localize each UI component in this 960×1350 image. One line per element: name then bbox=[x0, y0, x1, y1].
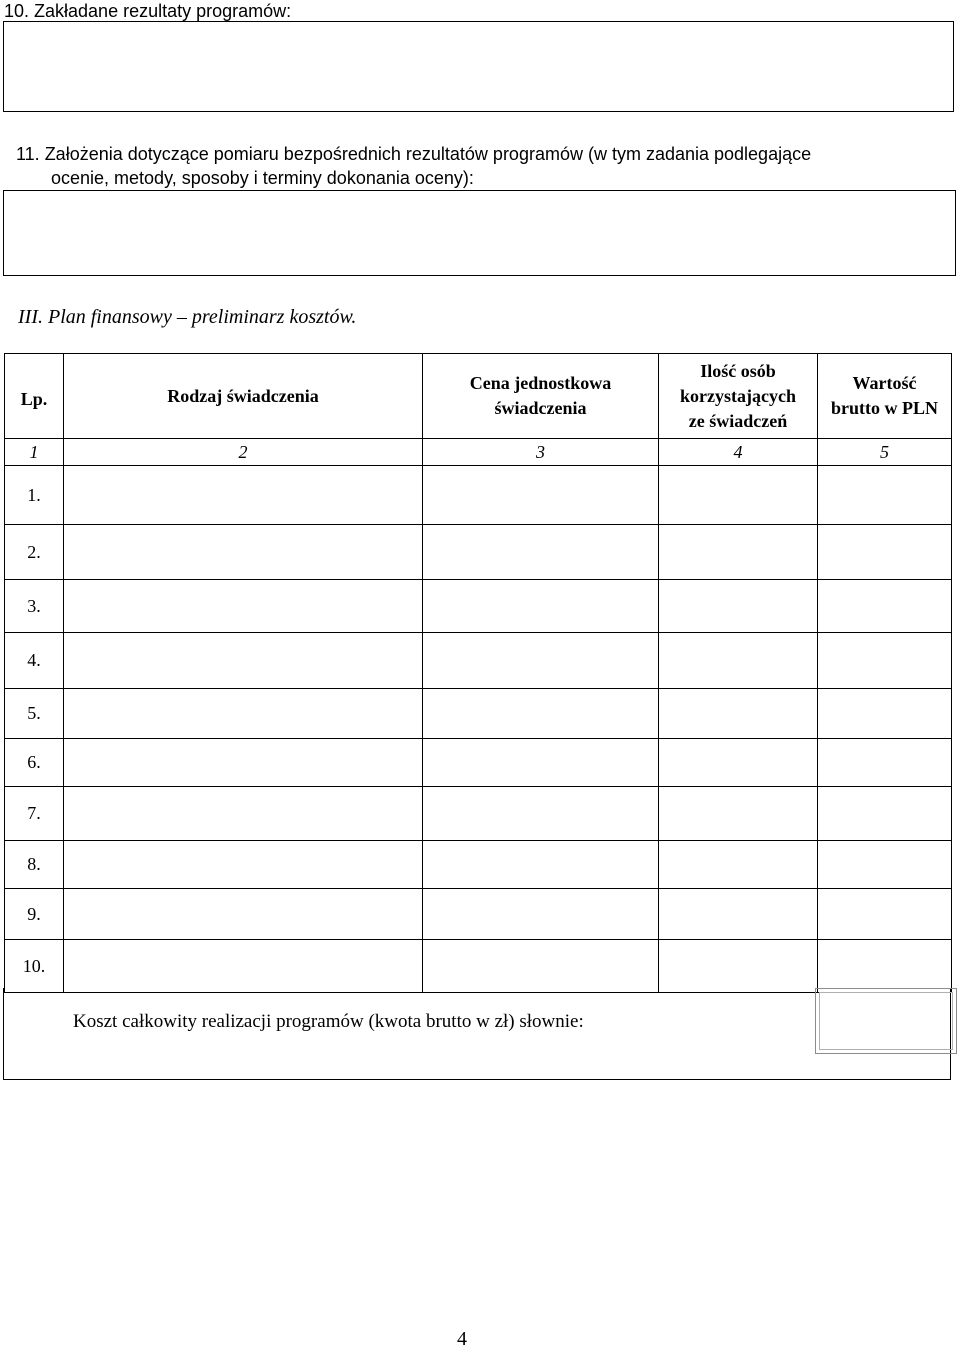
cell-wartosc[interactable] bbox=[818, 466, 952, 525]
row-number: 3. bbox=[5, 580, 64, 633]
row-number: 10. bbox=[5, 940, 64, 993]
cell-wartosc[interactable] bbox=[818, 787, 952, 841]
table-row bbox=[5, 466, 952, 525]
cell-wartosc[interactable] bbox=[818, 841, 952, 889]
cell-ilosc[interactable] bbox=[659, 889, 818, 940]
cell-wartosc[interactable] bbox=[818, 633, 952, 689]
cell-cena[interactable] bbox=[423, 689, 659, 739]
financial-plan-table bbox=[4, 353, 952, 993]
header-ilosc-line2: korzystających bbox=[680, 385, 796, 406]
cell-ilosc[interactable] bbox=[659, 940, 818, 993]
section-iii-heading: III. Plan finansowy – preliminarz kosztów. bbox=[18, 306, 357, 328]
table-row bbox=[5, 739, 952, 787]
cell-ilosc[interactable] bbox=[659, 525, 818, 580]
cell-ilosc[interactable] bbox=[659, 580, 818, 633]
section-11-heading-line1: 11. Założenia dotyczące pomiaru bezpośrednich rezultatów programów (w tym zadania podlegające bbox=[16, 144, 812, 164]
table-row bbox=[5, 633, 952, 689]
table-row bbox=[5, 841, 952, 889]
column-number: 2 bbox=[64, 439, 423, 466]
cell-rodzaj[interactable] bbox=[64, 940, 423, 993]
cell-rodzaj[interactable] bbox=[64, 739, 423, 787]
cell-rodzaj[interactable] bbox=[64, 841, 423, 889]
cell-ilosc[interactable] bbox=[659, 466, 818, 525]
row-number: 6. bbox=[5, 739, 64, 787]
row-number: 4. bbox=[5, 633, 64, 689]
column-number-row bbox=[5, 439, 952, 466]
cell-ilosc[interactable] bbox=[659, 633, 818, 689]
cell-wartosc[interactable] bbox=[818, 940, 952, 993]
cell-cena[interactable] bbox=[423, 787, 659, 841]
cell-wartosc[interactable] bbox=[818, 580, 952, 633]
row-number: 7. bbox=[5, 787, 64, 841]
cell-cena[interactable] bbox=[423, 525, 659, 580]
cell-rodzaj[interactable] bbox=[64, 633, 423, 689]
header-ilosc-line3: ze świadczeń bbox=[688, 410, 788, 431]
cell-wartosc[interactable] bbox=[818, 525, 952, 580]
column-number: 5 bbox=[818, 439, 952, 466]
cell-rodzaj[interactable] bbox=[64, 787, 423, 841]
row-number: 5. bbox=[5, 689, 64, 739]
total-cost-field[interactable] bbox=[815, 988, 957, 1054]
cell-wartosc[interactable] bbox=[818, 689, 952, 739]
section-11-heading bbox=[16, 142, 946, 190]
cell-wartosc[interactable] bbox=[818, 739, 952, 787]
cell-ilosc[interactable] bbox=[659, 841, 818, 889]
row-number: 2. bbox=[5, 525, 64, 580]
total-cost-box bbox=[3, 988, 951, 1080]
cell-ilosc[interactable] bbox=[659, 739, 818, 787]
cell-cena[interactable] bbox=[423, 466, 659, 525]
column-number: 3 bbox=[423, 439, 659, 466]
cell-cena[interactable] bbox=[423, 580, 659, 633]
table-row bbox=[5, 580, 952, 633]
header-wartosc-line2: brutto w PLN bbox=[831, 398, 938, 418]
section-10-heading: 10. Zakładane rezultaty programów: bbox=[4, 1, 292, 21]
cell-rodzaj[interactable] bbox=[64, 525, 423, 580]
table-header-row bbox=[5, 354, 952, 439]
header-ilosc-line1: Ilość osób bbox=[700, 360, 776, 381]
total-cost-label: Koszt całkowity realizacji programów (kwota brutto w zł) słownie: bbox=[73, 1011, 584, 1032]
header-ilosc bbox=[659, 354, 818, 439]
section-11-answer-box[interactable] bbox=[3, 190, 956, 276]
cell-rodzaj[interactable] bbox=[64, 689, 423, 739]
header-wartosc bbox=[818, 354, 952, 439]
table-row bbox=[5, 787, 952, 841]
cell-rodzaj[interactable] bbox=[64, 889, 423, 940]
header-rodzaj: Rodzaj świadczenia bbox=[64, 354, 423, 439]
header-cena-line1: Cena jednostkowa bbox=[469, 373, 612, 393]
cell-cena[interactable] bbox=[423, 889, 659, 940]
table-row bbox=[5, 940, 952, 993]
header-cena-line2: świadczenia bbox=[494, 398, 587, 418]
column-number: 4 bbox=[659, 439, 818, 466]
row-number: 9. bbox=[5, 889, 64, 940]
table-row bbox=[5, 525, 952, 580]
column-number: 1 bbox=[5, 439, 64, 466]
cell-cena[interactable] bbox=[423, 739, 659, 787]
header-wartosc-line1: Wartość bbox=[852, 373, 917, 393]
header-cena bbox=[423, 354, 659, 439]
cell-wartosc[interactable] bbox=[818, 889, 952, 940]
cell-ilosc[interactable] bbox=[659, 689, 818, 739]
row-number: 1. bbox=[5, 466, 64, 525]
cell-rodzaj[interactable] bbox=[64, 580, 423, 633]
cell-rodzaj[interactable] bbox=[64, 466, 423, 525]
table-row bbox=[5, 889, 952, 940]
page-number: 4 bbox=[457, 1328, 467, 1350]
cell-cena[interactable] bbox=[423, 940, 659, 993]
row-number: 8. bbox=[5, 841, 64, 889]
table-row bbox=[5, 689, 952, 739]
section-10-answer-box[interactable] bbox=[3, 21, 954, 112]
header-lp: Lp. bbox=[5, 354, 64, 439]
cell-cena[interactable] bbox=[423, 841, 659, 889]
cell-ilosc[interactable] bbox=[659, 787, 818, 841]
cell-cena[interactable] bbox=[423, 633, 659, 689]
section-11-heading-line2: ocenie, metody, sposoby i terminy dokonania oceny): bbox=[51, 168, 474, 188]
